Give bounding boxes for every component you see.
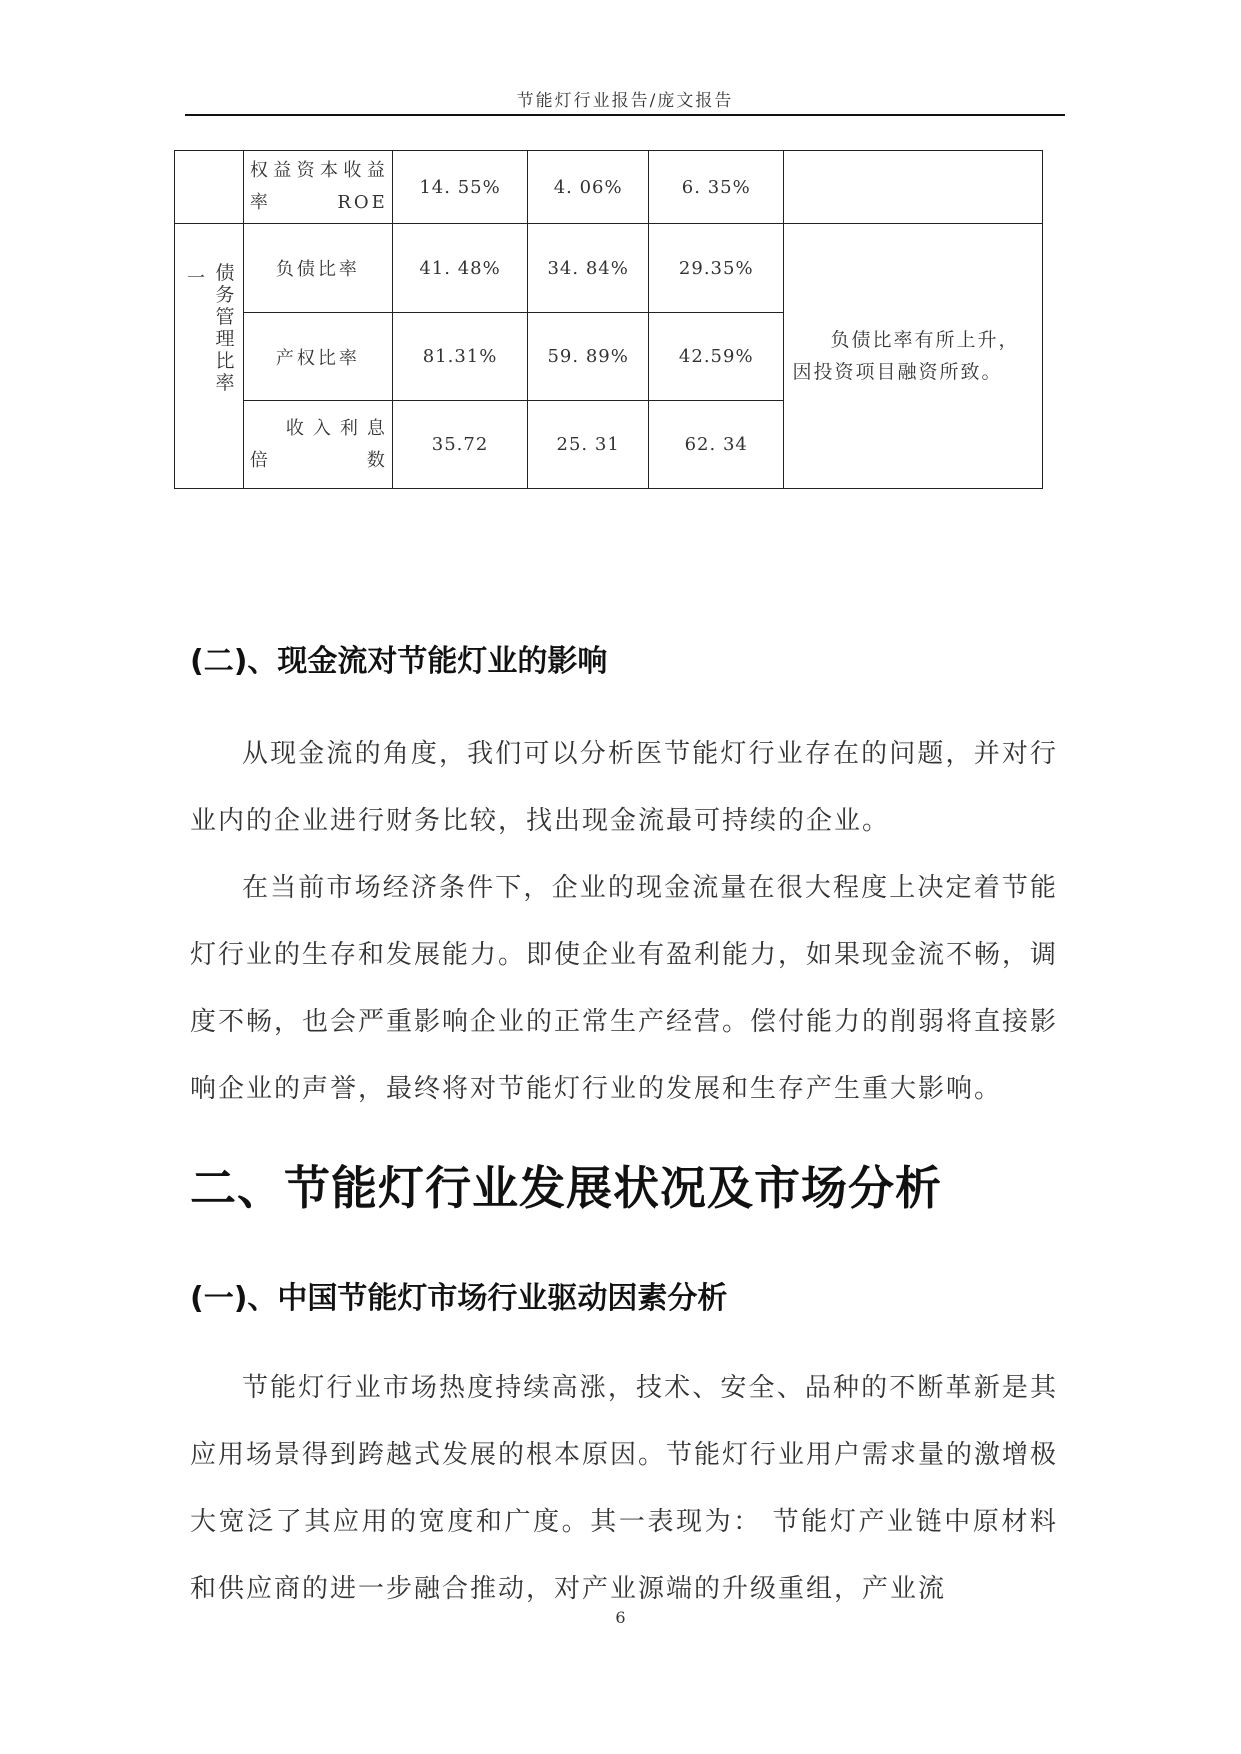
- value-cell: 41. 48%: [392, 224, 527, 313]
- category-cell-empty: [175, 151, 244, 224]
- category-label: 债务管理比率: [215, 262, 235, 394]
- value-cell: 34. 84%: [528, 224, 649, 313]
- row-label-roe: 权益资本收益率ROE: [243, 151, 392, 224]
- note-cell-empty: [784, 151, 1043, 224]
- paragraph: 节能灯行业市场热度持续高涨，技术、安全、品种的不断革新是其应用场景得到跨越式发展的根本原因。节能灯行业用户需求量的激增极大宽泛了其应用的宽度和广度。其一表现为： 节能灯产业链中原材料和供应商的进一步融合推动，对产业源端的升级重组，产业流: [190, 1373, 1059, 1604]
- section-heading-drivers: (一)、中国节能灯市场行业驱动因素分析: [190, 1281, 728, 1316]
- value-cell: 29.35%: [649, 224, 784, 313]
- page-number: 6: [615, 1608, 626, 1627]
- table-row: [175, 224, 1043, 313]
- section-heading-cashflow: (二)、现金流对节能灯业的影响: [190, 644, 608, 679]
- table-row: [175, 151, 1043, 224]
- paragraph: 从现金流的角度，我们可以分析医节能灯行业存在的问题，并对行业内的企业进行财务比较，找出现金流最可持续的企业。: [190, 739, 1058, 836]
- category-dash: 一: [187, 268, 205, 289]
- row-label: 产权比率: [243, 313, 392, 401]
- value-cell: 59. 89%: [528, 313, 649, 401]
- header-rule: [185, 114, 1065, 116]
- paragraph: 在当前市场经济条件下，企业的现金流量在很大程度上决定着节能灯行业的生存和发展能力。即使企业有盈利能力，如果现金流不畅，调度不畅，也会严重影响企业的正常生产经营。偿付能力的削弱将直接影响企业的声誉，最终将对节能灯行业的发展和生存产生重大影响。: [190, 873, 1059, 1104]
- row-label: 负债比率: [243, 224, 392, 313]
- chapter-heading: 二、节能灯行业发展状况及市场分析: [190, 1161, 942, 1215]
- value-cell: 25. 31: [528, 401, 649, 489]
- financial-ratio-table: [174, 150, 1043, 489]
- note-cell: 负债比率有所上升，因投资项目融资所致。: [784, 224, 1043, 489]
- value-cell: 81.31%: [392, 313, 527, 401]
- page-header: 节能灯行业报告/庞文报告: [516, 91, 734, 111]
- value-cell: 6. 35%: [649, 151, 784, 224]
- value-cell: 62. 34: [649, 401, 784, 489]
- value-cell: 14. 55%: [392, 151, 527, 224]
- value-cell: 35.72: [392, 401, 527, 489]
- row-label: 收入利息倍数: [243, 401, 392, 489]
- value-cell: 4. 06%: [528, 151, 649, 224]
- value-cell: 42.59%: [649, 313, 784, 401]
- category-cell: [175, 224, 244, 489]
